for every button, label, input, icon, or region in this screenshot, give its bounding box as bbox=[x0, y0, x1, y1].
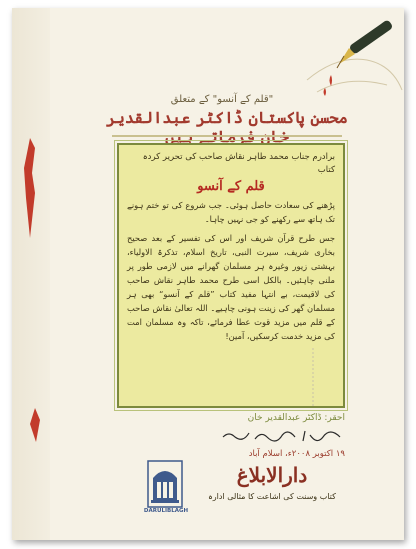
publisher-name: دارالابلاغ bbox=[236, 463, 308, 487]
testimonial-paragraph: جس طرح قرآن شریف اور اس کی تفسیر کے بعد صحیح بخاری شریف، سیرت النبی، تاریخ اسلام، تذکرۃ الاولیاء، بہشتی زیور وغیرہ ہر مسلمان گھرانے میں لازمی طور پر ملنی چاہئیں۔ بالکل اسی طرح محمد طاہر نقاش صاحب کی لاقیمت، بے انتہا مفید کتاب ”قلم کے آنسو“ بھی ہر مسلمان گھر کی زینت ہونی چاہیے۔ اللہ تعالیٰ نقاش صاحب کے قلم میں مزید قوت عطا فرمائے، تاکہ وہ مسلمان امت کی مزید خدمت کرسکیں، آمین! bbox=[127, 233, 335, 341]
spine-strip bbox=[12, 8, 50, 540]
spine-decoration bbox=[24, 138, 36, 238]
fountain-pen-illustration bbox=[297, 20, 404, 105]
signature-date: ۱۹ اکتوبر ۲۰۰۸ء، اسلام آباد bbox=[248, 449, 345, 459]
book-title: قلم کے آنسو bbox=[197, 179, 265, 194]
panel-intro: برادرم جناب محمد طاہر نقاش صاحب کی تحریر کردہ کتاب bbox=[142, 152, 335, 175]
header-title: محسن پاکستان ڈاکٹر عبدالقدیر bbox=[106, 108, 348, 127]
logo-caption: DARULIBLAGH bbox=[143, 508, 189, 514]
print-mark bbox=[310, 348, 316, 408]
book-back-cover bbox=[12, 8, 404, 540]
testimonial-paragraph: پڑھنے کی سعادت حاصل ہوئی۔ جب شروع کی تو ختم ہونے تک ہاتھ سے رکھنے کو جی نہیں چاہا۔ bbox=[127, 200, 335, 224]
signatory-label: احقر: ڈاکٹر عبدالقدیر خان bbox=[247, 413, 345, 423]
header-divider bbox=[112, 135, 342, 137]
publisher-tagline: کتاب وسنت کی اشاعت کا مثالی ادارہ bbox=[208, 492, 336, 501]
handwritten-signature bbox=[215, 425, 345, 447]
publisher-logo bbox=[147, 460, 183, 508]
spine-decoration-lower bbox=[30, 408, 40, 442]
signature-block bbox=[117, 413, 345, 459]
header-subtitle: "قلم کے آنسو" کے متعلق bbox=[170, 94, 274, 105]
